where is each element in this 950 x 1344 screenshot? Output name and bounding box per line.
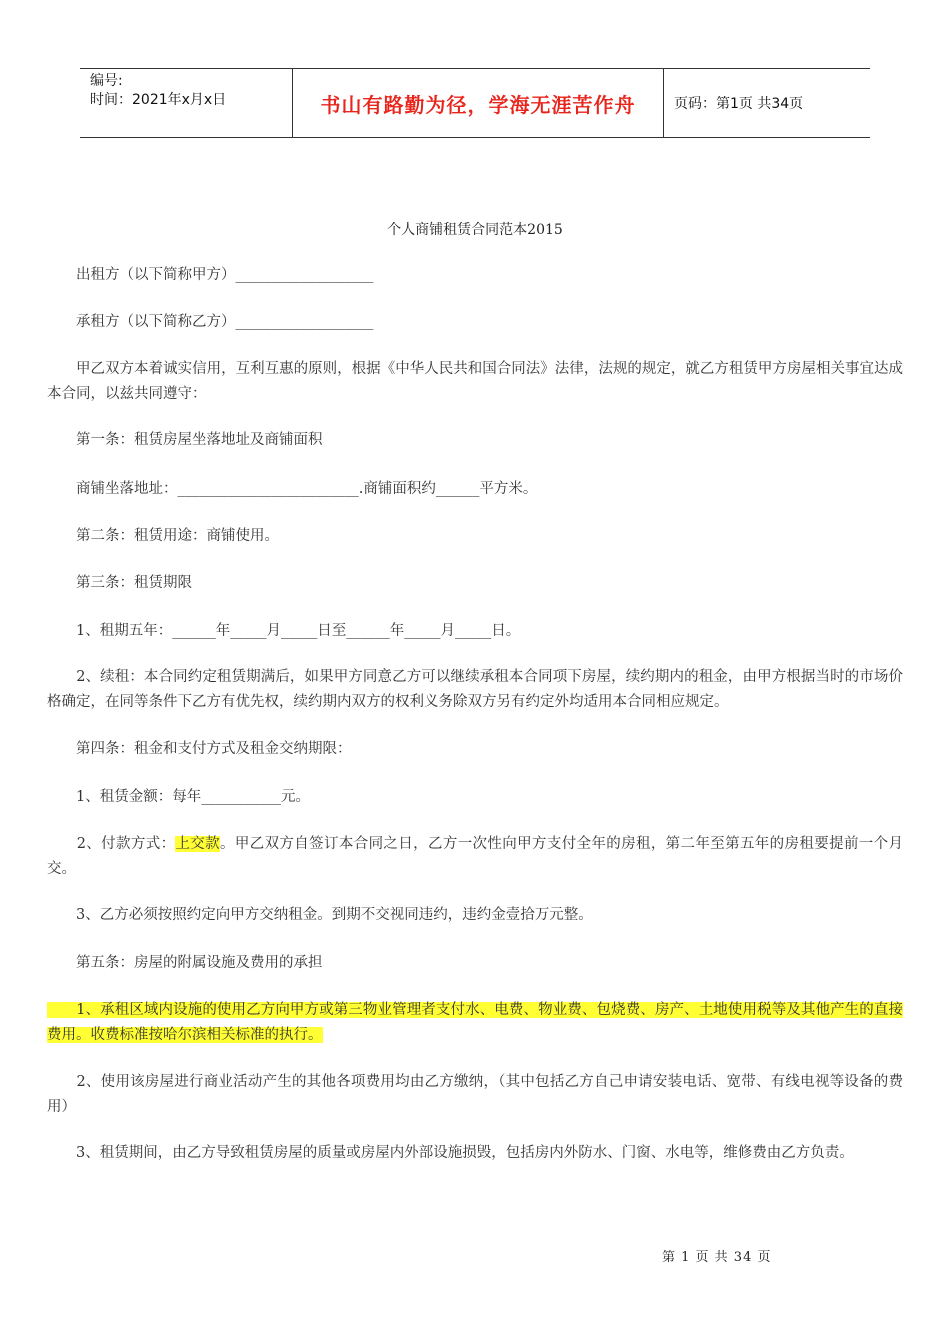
payment-highlight: 上交款 — [175, 836, 221, 852]
payment-prefix: 2、付款方式： — [47, 836, 176, 852]
repair-paragraph: 3、租赁期间，由乙方导致租赁房屋的质量或房屋内外部设施损毁，包括房内外防水、门窗、水电等，维修费由乙方负责。 — [47, 1145, 854, 1161]
payment-paragraph — [47, 832, 903, 882]
lessee-line: 承租方（以下简称乙方）___________________ — [47, 314, 374, 330]
article-1-heading: 第一条：租赁房屋坐落地址及商铺面积 — [47, 432, 323, 448]
time-label: 时间：2021年x月x日 — [90, 92, 227, 108]
lessor-line: 出租方（以下简称甲方）___________________ — [47, 267, 374, 283]
header-motto: 书山有路勤为径，学海无涯苦作舟 — [293, 69, 664, 137]
document-header — [80, 68, 870, 138]
article-4-heading: 第四条：租金和支付方式及租金交纳期限： — [47, 741, 352, 757]
commercial-fees-paragraph: 2、使用该房屋进行商业活动产生的其他各项费用均由乙方缴纳，（其中包括乙方自己申请安装电话、宽带、有线电视等设备的费用） — [47, 1074, 903, 1115]
facilities-paragraph — [47, 998, 903, 1048]
header-info — [80, 69, 293, 137]
rent-obligation-line: 3、乙方必须按照约定向甲方交纳租金。到期不交视同违约，违约金壹拾万元整。 — [47, 907, 593, 923]
article-3-heading: 第三条：租赁期限 — [47, 575, 192, 591]
renewal-paragraph: 2、续租：本合同约定租赁期满后，如果甲方同意乙方可以继续承租本合同项下房屋，续约期内的租金，由甲方根据当时的市场价格确定，在同等条件下乙方有优先权，续约期内双方的权利义务除双方另有约定外均适用本合同相应规定。 — [47, 669, 903, 710]
lease-term-line: 1、租期五年：______年_____月_____日至______年_____月_____日。 — [47, 623, 521, 639]
document-title: 个人商铺租赁合同范本2015 — [387, 222, 563, 238]
article-2-line: 第二条：租赁用途：商铺使用。 — [47, 528, 279, 544]
payment-suffix: 。甲乙双方自签订本合同之日，乙方一次性向甲方支付全年的房租，第二年至第五年的房租要提前一个月交。 — [47, 836, 904, 877]
page-footer: 第 1 页 共 34 页 — [662, 1250, 772, 1265]
shop-address-line: 商铺坐落地址：_________________________.商铺面积约______平方米。 — [47, 481, 538, 497]
number-label: 编号: — [90, 73, 123, 89]
facilities-highlight: 1、承租区域内设施的使用乙方向甲方或第三物业管理者支付水、电费、物业费、包烧费、房产、土地使用税等及其他产生的直接费用。收费标准按哈尔滨相关标准的执行。 — [47, 1002, 903, 1043]
header-page-label: 页码：第1页 共34页 — [674, 96, 804, 112]
rent-amount-line: 1、租赁金额：每年___________元。 — [47, 789, 310, 805]
preamble-paragraph: 甲乙双方本着诚实信用，互利互惠的原则，根据《中华人民共和国合同法》法律，法规的规定，就乙方租赁甲方房屋相关事宜达成本合同，以兹共同遵守： — [47, 361, 903, 402]
article-5-heading: 第五条：房屋的附属设施及费用的承担 — [47, 955, 323, 971]
